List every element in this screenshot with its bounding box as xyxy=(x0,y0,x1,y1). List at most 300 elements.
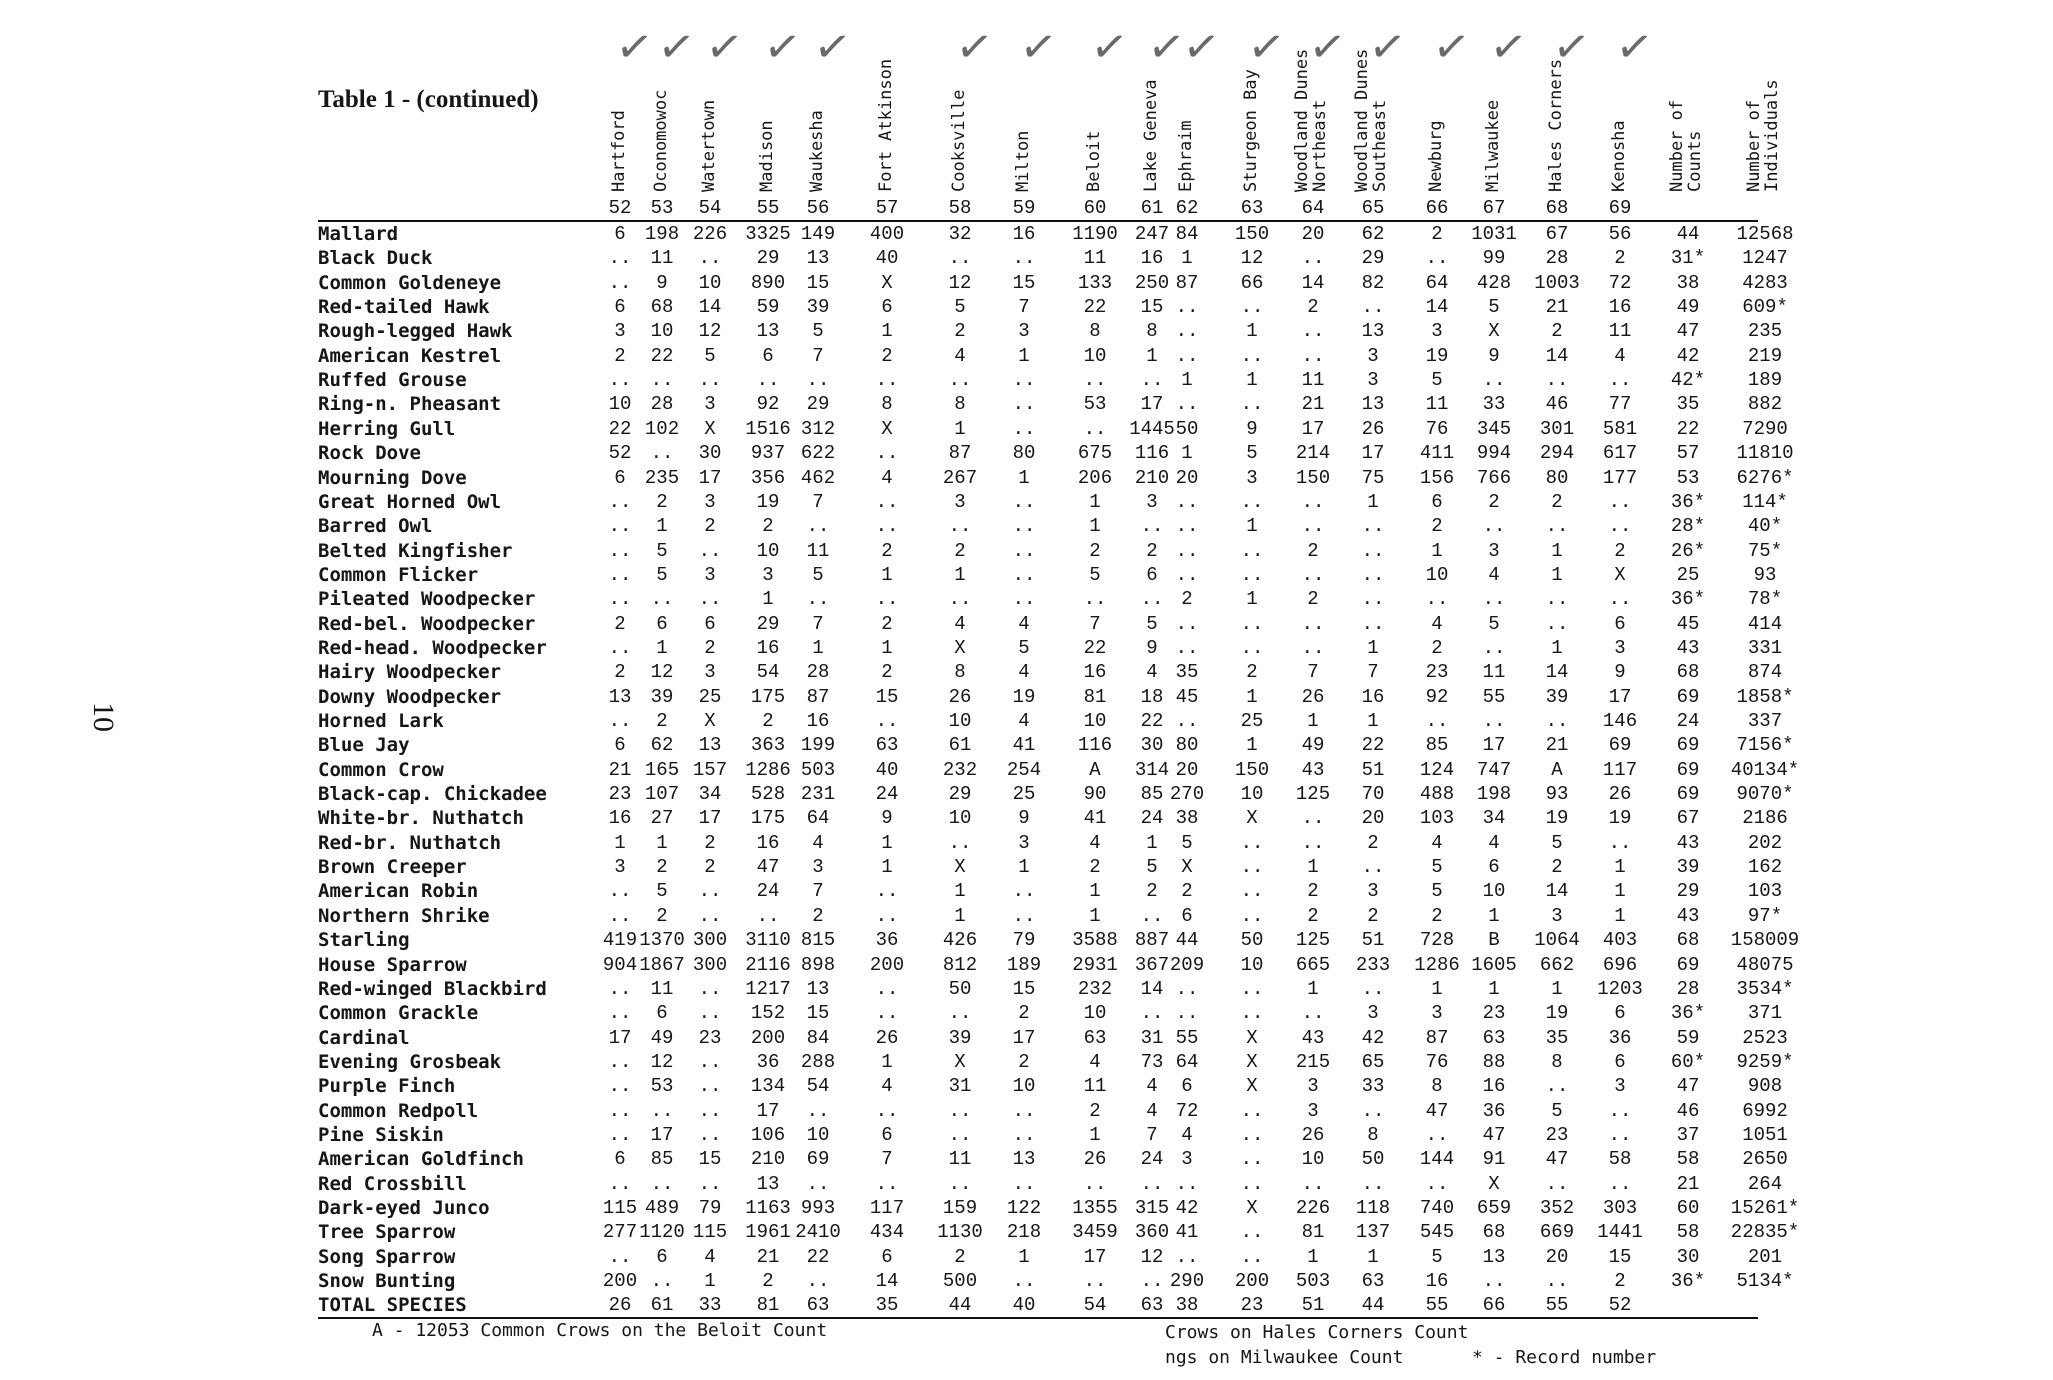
table-cell: 4 xyxy=(954,344,966,367)
table-cell: .. xyxy=(1361,539,1385,562)
table-cell: 12 xyxy=(698,320,722,343)
table-cell: 19 xyxy=(1545,807,1569,830)
table-cell: 199 xyxy=(800,734,836,757)
table-cell: 5 xyxy=(656,539,668,562)
table-cell: 206 xyxy=(1077,466,1113,489)
table-cell: 157 xyxy=(692,758,728,781)
table-cell: 69 xyxy=(1676,685,1700,708)
table-cell: 581 xyxy=(1602,417,1638,440)
table-cell: 48075 xyxy=(1736,953,1794,976)
table-cell: 93 xyxy=(1753,563,1777,586)
table-cell: X xyxy=(881,417,893,440)
table-cell: 53 xyxy=(650,1075,674,1098)
table-cell: 51 xyxy=(1361,929,1385,952)
table-cell: 19 xyxy=(1608,807,1632,830)
table-cell: 11 xyxy=(650,247,674,270)
table-cell: 10 xyxy=(1083,710,1107,732)
table-cell: 5 xyxy=(1018,636,1030,659)
table-cell: 5 xyxy=(1551,1099,1563,1122)
table-cell: 88 xyxy=(1482,1050,1506,1073)
table-cell: 40 xyxy=(875,247,899,270)
table-cell: X xyxy=(954,856,966,879)
table-cell: 6 xyxy=(614,223,626,245)
checkmark-icon: ✓ xyxy=(952,19,997,76)
table-cell: 43 xyxy=(1676,636,1700,659)
table-cell: 747 xyxy=(1476,758,1512,781)
column-header: Milwaukee xyxy=(1483,99,1503,192)
table-cell: .. xyxy=(756,369,780,392)
table-cell: .. xyxy=(1083,1172,1107,1195)
table-cell: 85 xyxy=(1425,734,1449,757)
table-cell: 54 xyxy=(1083,1294,1107,1317)
table-cell: 200 xyxy=(1234,1270,1270,1293)
table-cell: .. xyxy=(875,588,899,611)
table-cell: 2 xyxy=(881,661,893,684)
table-cell: 14 xyxy=(1545,661,1569,684)
table-cell: .. xyxy=(608,710,632,732)
column-number: 63 xyxy=(1240,197,1264,219)
table-cell: 200 xyxy=(602,1270,638,1293)
species-label: Black Duck xyxy=(318,247,433,270)
table-cell: 4 xyxy=(704,1245,716,1268)
table-cell: 2 xyxy=(1089,1099,1101,1122)
table-cell: 69 xyxy=(1676,734,1700,757)
table-cell: 67 xyxy=(1676,807,1700,830)
checkmark-icon: ✓ xyxy=(760,19,805,76)
table-cell: .. xyxy=(1083,417,1107,440)
table-cell: 210 xyxy=(1134,466,1170,489)
table-cell: .. xyxy=(1240,1002,1264,1025)
table-cell: 81 xyxy=(756,1294,780,1317)
table-cell: 9070* xyxy=(1736,783,1794,806)
checkmark-icon: ✓ xyxy=(1087,19,1132,76)
species-label: Pileated Woodpecker xyxy=(318,588,536,611)
table-cell: 1 xyxy=(1367,490,1379,513)
table-cell: X xyxy=(704,710,716,732)
column-header: Madison xyxy=(757,120,777,192)
table-cell: .. xyxy=(948,831,972,854)
table-cell: 1 xyxy=(1307,710,1319,732)
table-cell: 62 xyxy=(1361,223,1385,245)
table-cell: 20 xyxy=(1175,466,1199,489)
column-header: Cooksville xyxy=(949,89,969,192)
table-cell: 1 xyxy=(881,856,893,879)
footnote-record: * - Record number xyxy=(1472,1347,1657,1368)
table-cell: 3 xyxy=(1367,344,1379,367)
table-cell: .. xyxy=(1545,588,1569,611)
table-cell: 15 xyxy=(875,685,899,708)
table-cell: 144 xyxy=(1419,1148,1455,1171)
table-cell: 2 xyxy=(1146,539,1158,562)
table-cell: 1163 xyxy=(745,1197,791,1219)
table-cell: 15 xyxy=(806,271,830,294)
table-cell: 7 xyxy=(812,612,824,635)
table-cell: 503 xyxy=(800,758,836,781)
column-number: 67 xyxy=(1482,197,1506,219)
table-cell: 9 xyxy=(656,271,668,294)
table-cell: 39 xyxy=(650,685,674,708)
footnote-milwaukee: ngs on Milwaukee Count xyxy=(1165,1347,1404,1368)
table-cell: .. xyxy=(1361,588,1385,611)
page-number: 10 xyxy=(87,702,120,732)
table-cell: 26 xyxy=(948,685,972,708)
table-cell: 5 xyxy=(812,563,824,586)
table-cell: .. xyxy=(948,1123,972,1146)
table-cell: 6 xyxy=(1488,856,1500,879)
table-cell: 14 xyxy=(1425,296,1449,319)
species-label: Common Flicker xyxy=(318,563,479,586)
table-cell: 37 xyxy=(1676,1123,1700,1146)
table-cell: 32 xyxy=(948,223,972,245)
table-cell: 43 xyxy=(1676,904,1700,927)
table-cell: 47 xyxy=(1482,1123,1506,1146)
column-number: 64 xyxy=(1301,197,1325,219)
column-header: Newburg xyxy=(1426,120,1446,192)
table-cell: 73 xyxy=(1140,1050,1164,1073)
table-cell: 33 xyxy=(1482,393,1506,416)
table-cell: 1 xyxy=(1431,539,1443,562)
table-cell: 115 xyxy=(602,1197,638,1219)
column-header: Ephraim xyxy=(1176,120,1196,192)
table-cell: 2 xyxy=(704,831,716,854)
table-cell: .. xyxy=(1175,1172,1199,1195)
table-cell: 29 xyxy=(1676,880,1700,903)
table-cell: 6 xyxy=(614,734,626,757)
table-cell: 1130 xyxy=(937,1221,983,1244)
table-cell: 43 xyxy=(1301,758,1325,781)
table-cell: 22 xyxy=(1083,636,1107,659)
column-header: Kenosha xyxy=(1609,120,1629,192)
table-cell: 1217 xyxy=(745,977,791,1000)
species-label: Song Sparrow xyxy=(318,1245,456,1268)
table-cell: 150 xyxy=(1295,466,1331,489)
table-cell: 2 xyxy=(1307,296,1319,319)
table-cell: .. xyxy=(608,247,632,270)
table-cell: 11 xyxy=(1482,661,1506,684)
table-cell: 35 xyxy=(1545,1026,1569,1049)
table-cell: 659 xyxy=(1476,1197,1512,1219)
column-number: 68 xyxy=(1545,197,1569,219)
table-cell: 175 xyxy=(750,685,786,708)
table-cell: 2931 xyxy=(1072,953,1118,976)
table-cell: 7290 xyxy=(1742,417,1788,440)
table-cell: 80 xyxy=(1545,466,1569,489)
table-cell: 15261* xyxy=(1730,1197,1800,1219)
species-label: Ruffed Grouse xyxy=(318,369,467,392)
table-cell: 19 xyxy=(1545,1002,1569,1025)
table-cell: .. xyxy=(875,369,899,392)
table-cell: 66 xyxy=(1240,271,1264,294)
table-cell: .. xyxy=(1608,490,1632,513)
table-cell: 2 xyxy=(1488,490,1500,513)
table-cell: 23 xyxy=(1482,1002,1506,1025)
table-cell: 1961 xyxy=(745,1221,791,1244)
table-cell: 2 xyxy=(614,344,626,367)
table-cell: 1051 xyxy=(1742,1123,1788,1146)
table-cell: 22 xyxy=(806,1245,830,1268)
table-cell: 93 xyxy=(1545,783,1569,806)
table-cell: .. xyxy=(608,539,632,562)
table-cell: 254 xyxy=(1006,758,1042,781)
table-cell: X xyxy=(1246,807,1258,830)
table-cell: 1 xyxy=(881,831,893,854)
table-cell: .. xyxy=(948,588,972,611)
table-cell: 34 xyxy=(1482,807,1506,830)
species-label: Rock Dove xyxy=(318,442,421,465)
table-cell: .. xyxy=(1012,1270,1036,1293)
table-cell: 92 xyxy=(756,393,780,416)
table-cell: 1 xyxy=(1246,588,1258,611)
table-cell: .. xyxy=(1482,710,1506,732)
table-cell: 665 xyxy=(1295,953,1331,976)
table-cell: 1 xyxy=(1246,369,1258,392)
table-cell: 352 xyxy=(1539,1197,1575,1219)
table-cell: 64 xyxy=(1175,1050,1199,1073)
table-cell: .. xyxy=(1175,1002,1199,1025)
table-cell: 30 xyxy=(1140,734,1164,757)
table-cell: 12 xyxy=(1240,247,1264,270)
table-cell: 2 xyxy=(1431,223,1443,245)
table-cell: 117 xyxy=(1602,758,1638,781)
table-cell: 4 xyxy=(1431,612,1443,635)
table-cell: .. xyxy=(948,369,972,392)
table-cell: 115 xyxy=(692,1221,728,1244)
table-cell: 31 xyxy=(1140,1026,1164,1049)
table-cell: 331 xyxy=(1747,636,1783,659)
table-cell: 44 xyxy=(948,1294,972,1317)
table-cell: 8 xyxy=(1367,1123,1379,1146)
table-cell: 26 xyxy=(1608,783,1632,806)
table-cell: 198 xyxy=(1476,783,1512,806)
table-cell: 7 xyxy=(1146,1123,1158,1146)
table-cell: 9 xyxy=(1614,661,1626,684)
table-cell: 92 xyxy=(1425,685,1449,708)
table-cell: 39 xyxy=(806,296,830,319)
table-cell: 149 xyxy=(800,223,836,245)
column-header: Oconomowoc xyxy=(651,89,671,192)
table-cell: 8 xyxy=(1089,320,1101,343)
table-cell: .. xyxy=(806,1270,830,1293)
table-cell: 39 xyxy=(948,1026,972,1049)
table-cell: 12 xyxy=(650,661,674,684)
table-cell: 1 xyxy=(1307,977,1319,1000)
table-cell: 1858* xyxy=(1736,685,1794,708)
table-cell: 3 xyxy=(704,490,716,513)
table-cell: .. xyxy=(1301,515,1325,538)
table-cell: .. xyxy=(698,1099,722,1122)
table-cell: 45 xyxy=(1175,685,1199,708)
table-cell: 1 xyxy=(954,904,966,927)
column-number: 60 xyxy=(1083,197,1107,219)
table-cell: 2 xyxy=(1089,539,1101,562)
table-cell: 13 xyxy=(698,734,722,757)
table-cell: .. xyxy=(1361,612,1385,635)
table-cell: .. xyxy=(608,1002,632,1025)
table-cell: 69 xyxy=(1676,758,1700,781)
table-cell: .. xyxy=(1608,831,1632,854)
species-label: Herring Gull xyxy=(318,417,456,440)
table-cell: 40 xyxy=(1012,1294,1036,1317)
table-cell: .. xyxy=(1175,515,1199,538)
table-cell: 26 xyxy=(608,1294,632,1317)
table-cell: 231 xyxy=(800,783,836,806)
table-cell: 1 xyxy=(812,636,824,659)
table-cell: 1 xyxy=(1146,344,1158,367)
table-cell: .. xyxy=(875,710,899,732)
table-cell: 23 xyxy=(608,783,632,806)
table-cell: 1 xyxy=(1089,880,1101,903)
table-cell: 294 xyxy=(1539,442,1575,465)
table-cell: 1 xyxy=(954,563,966,586)
table-cell: 14 xyxy=(698,296,722,319)
species-label: Common Crow xyxy=(318,758,444,781)
table-cell: 2 xyxy=(1551,856,1563,879)
table-cell: 75* xyxy=(1747,539,1783,562)
table-cell: 17 xyxy=(1083,1245,1107,1268)
table-cell: .. xyxy=(875,490,899,513)
table-cell: .. xyxy=(875,977,899,1000)
species-label: American Kestrel xyxy=(318,344,502,367)
table-cell: .. xyxy=(608,515,632,538)
table-cell: 43 xyxy=(1301,1026,1325,1049)
table-cell: .. xyxy=(1140,904,1164,927)
table-cell: 15 xyxy=(1140,296,1164,319)
table-cell: 489 xyxy=(644,1197,680,1219)
table-cell: 152 xyxy=(750,1002,786,1025)
table-cell: 411 xyxy=(1419,442,1455,465)
table-cell: 68 xyxy=(1676,661,1700,684)
table-cell: 1 xyxy=(1089,515,1101,538)
table-cell: 56 xyxy=(1608,223,1632,245)
table-cell: 189 xyxy=(1747,369,1783,392)
table-cell: 50 xyxy=(1240,929,1264,952)
table-cell: 24 xyxy=(1140,807,1164,830)
table-cell: 63 xyxy=(1140,1294,1164,1317)
column-header: Lake Geneva xyxy=(1141,79,1161,192)
table-cell: 14 xyxy=(1545,880,1569,903)
table-cell: 9 xyxy=(881,807,893,830)
table-cell: 40134* xyxy=(1730,758,1800,781)
table-cell: A xyxy=(1551,758,1563,781)
table-cell: 11 xyxy=(1301,369,1325,392)
table-cell: 21 xyxy=(1676,1172,1700,1195)
table-cell: 6 xyxy=(614,1148,626,1171)
table-cell: 68 xyxy=(1482,1221,1506,1244)
table-cell: 10 xyxy=(948,710,972,732)
table-cell: X xyxy=(1614,563,1626,586)
table-cell: .. xyxy=(1608,515,1632,538)
table-cell: 434 xyxy=(869,1221,905,1244)
table-cell: .. xyxy=(1175,710,1199,732)
table-cell: 337 xyxy=(1747,710,1783,732)
table-cell: 4 xyxy=(1089,1050,1101,1073)
table-cell: 35 xyxy=(1175,661,1199,684)
table-cell: 64 xyxy=(806,807,830,830)
table-cell: 1370 xyxy=(639,929,685,952)
table-cell: 1 xyxy=(954,417,966,440)
table-cell: 19 xyxy=(1012,685,1036,708)
table-cell: 55 xyxy=(1425,1294,1449,1317)
table-cell: 4 xyxy=(1018,612,1030,635)
species-label: Great Horned Owl xyxy=(318,490,502,513)
table-cell: .. xyxy=(608,563,632,586)
column-header: Fort Atkinson xyxy=(876,58,896,192)
table-cell: 1 xyxy=(1246,685,1258,708)
table-cell: 1 xyxy=(1551,977,1563,1000)
table-cell: 2 xyxy=(1551,320,1563,343)
table-cell: X xyxy=(1488,1172,1500,1195)
table-cell: 2 xyxy=(1181,588,1193,611)
species-label: Mourning Dove xyxy=(318,466,467,489)
column-number: 61 xyxy=(1140,197,1164,219)
table-cell: 3 xyxy=(1488,539,1500,562)
table-cell: .. xyxy=(1240,904,1264,927)
checkmark-icon: ✓ xyxy=(702,19,747,76)
table-cell: 44 xyxy=(1361,1294,1385,1317)
table-cell: .. xyxy=(1012,539,1036,562)
table-cell: 4283 xyxy=(1742,271,1788,294)
table-cell: 20 xyxy=(1361,807,1385,830)
table-cell: 200 xyxy=(750,1026,786,1049)
table-cell: 45 xyxy=(1676,612,1700,635)
species-label: Brown Creeper xyxy=(318,856,467,879)
table-cell: .. xyxy=(1425,710,1449,732)
column-number: 58 xyxy=(948,197,972,219)
table-cell: 28 xyxy=(806,661,830,684)
table-cell: 38 xyxy=(1175,1294,1199,1317)
table-cell: 36* xyxy=(1670,490,1706,513)
table-cell: 36* xyxy=(1670,1270,1706,1293)
table-cell: 10 xyxy=(1083,344,1107,367)
table-cell: 55 xyxy=(1482,685,1506,708)
table-cell: 1 xyxy=(1551,563,1563,586)
table-cell: 63 xyxy=(875,734,899,757)
table-cell: 6 xyxy=(1181,1075,1193,1098)
table-cell: 28 xyxy=(650,393,674,416)
table-cell: 65 xyxy=(1361,1050,1385,1073)
table-cell: .. xyxy=(1361,856,1385,879)
table-cell: 22835* xyxy=(1730,1221,1800,1244)
table-cell: 49 xyxy=(650,1026,674,1049)
table-cell: 2 xyxy=(614,661,626,684)
table-cell: 69 xyxy=(1608,734,1632,757)
table-cell: 2 xyxy=(704,515,716,538)
table-cell: 503 xyxy=(1295,1270,1331,1293)
table-cell: 7 xyxy=(1307,661,1319,684)
table-cell: 5 xyxy=(704,344,716,367)
table-cell: .. xyxy=(875,880,899,903)
table-cell: 10 xyxy=(698,271,722,294)
table-cell: .. xyxy=(1425,588,1449,611)
table-cell: .. xyxy=(608,1075,632,1098)
table-cell: 42 xyxy=(1361,1026,1385,1049)
species-label: Blue Jay xyxy=(318,734,410,757)
table-cell: .. xyxy=(608,904,632,927)
table-cell: 1 xyxy=(1246,320,1258,343)
table-cell: 103 xyxy=(1419,807,1455,830)
table-cell: 24 xyxy=(1676,710,1700,732)
table-cell: 360 xyxy=(1134,1221,1170,1244)
column-header: Sturgeon Bay xyxy=(1241,69,1261,192)
table-cell: 15 xyxy=(1012,977,1036,1000)
table-cell: 16 xyxy=(756,636,780,659)
table-cell: .. xyxy=(608,977,632,1000)
table-cell: 1 xyxy=(881,636,893,659)
table-cell: .. xyxy=(1083,1270,1107,1293)
table-cell: .. xyxy=(608,636,632,659)
table-cell: 11 xyxy=(1083,1075,1107,1098)
species-label: White-br. Nuthatch xyxy=(318,807,524,830)
